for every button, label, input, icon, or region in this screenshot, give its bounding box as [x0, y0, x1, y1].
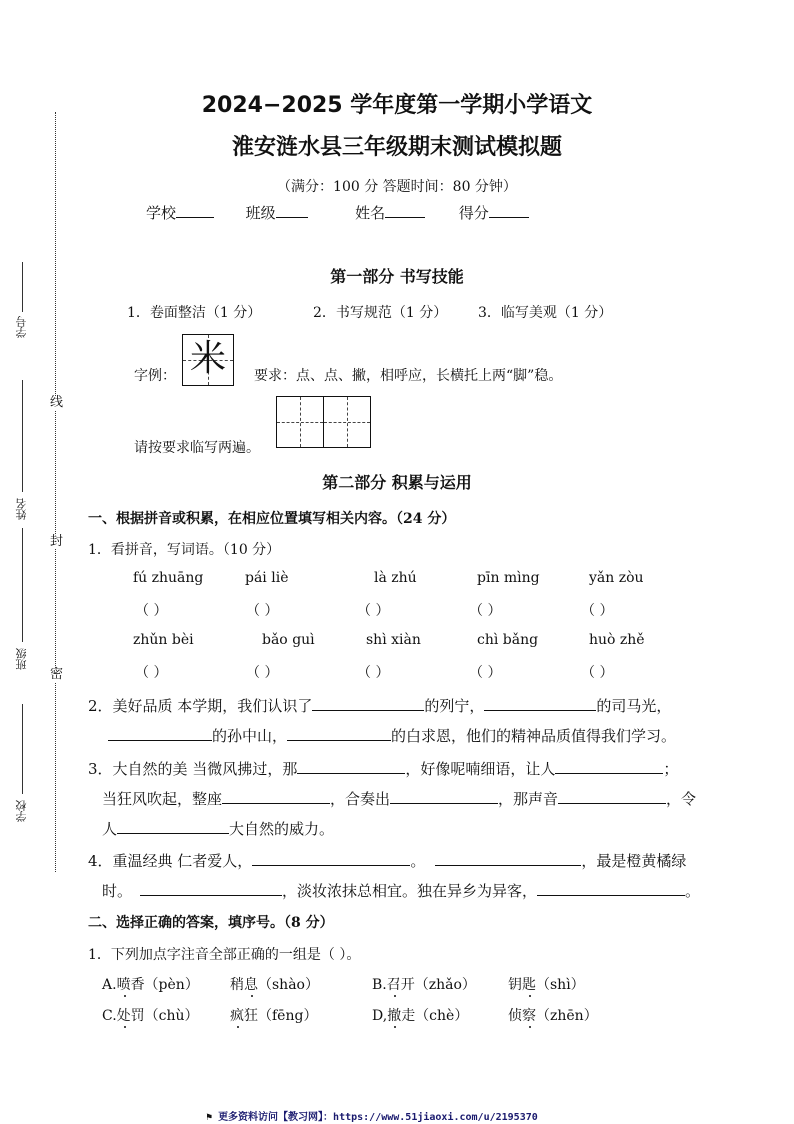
section1-heading: 一、根据拼音或积累，在相应位置填写相关内容。（24 分） — [88, 511, 456, 527]
answer-paren-1-4[interactable]: （ ） — [469, 603, 502, 619]
option-d-word-2-pre: 侦 — [508, 1008, 522, 1024]
criterion-1: 1．卷面整洁（1 分） — [127, 305, 262, 321]
q4-blank-4[interactable] — [537, 881, 685, 896]
option-b-second — [508, 974, 585, 994]
answer-paren-1-3[interactable]: （ ） — [357, 603, 390, 619]
option-b[interactable] — [372, 974, 476, 994]
example-char-box — [182, 334, 234, 386]
pinyin-1-4: pīn mìng — [477, 570, 540, 586]
pinyin-1-5: yǎn zòu — [589, 570, 644, 586]
option-c-prefix: C. — [102, 1008, 117, 1024]
answer-paren-1-2[interactable]: （ ） — [246, 603, 279, 619]
part2-title: 第二部分 积累与运用 — [322, 473, 472, 492]
flag-icon: ⚑ — [206, 1112, 213, 1123]
q4-text-d: 时。 — [102, 882, 133, 900]
side-label-name: 姓名 — [15, 498, 28, 520]
option-b-word-2-pre: 钥 — [508, 977, 522, 993]
q2-line-2 — [108, 725, 676, 746]
q1-label: 1．看拼音，写词语。（10 分） — [88, 542, 281, 558]
field-label-score: 得分 — [458, 204, 489, 222]
option-d-word-2: （zhēn） — [536, 1008, 598, 1024]
pinyin-1-3: là zhú — [374, 570, 417, 586]
answer-paren-1-5[interactable]: （ ） — [581, 603, 614, 619]
field-blank-school[interactable] — [176, 203, 214, 218]
q4-line-1 — [88, 850, 686, 871]
q2-line-1 — [88, 695, 671, 716]
seal-char-line: 线 — [50, 395, 64, 410]
q4-line-2 — [102, 880, 700, 901]
option-a-second — [230, 974, 319, 994]
q4-text-c: ，最是橙黄橘绿 — [581, 852, 687, 870]
header-fields — [146, 202, 529, 223]
field-label-name: 姓名 — [355, 204, 386, 222]
q4-blank-3[interactable] — [140, 881, 282, 896]
title-line-1: 2024−2025 学年度第一学期小学语文 — [201, 93, 593, 118]
option-b-prefix: B. — [372, 977, 387, 993]
q3-blank-5[interactable] — [558, 789, 666, 804]
option-d-prefix: D, — [372, 1008, 388, 1024]
q3-line-3 — [102, 818, 334, 839]
option-a-word-2: （shào） — [258, 977, 319, 993]
footer[interactable] — [206, 1108, 538, 1123]
option-c-second — [230, 1005, 317, 1025]
exam-meta: （满分：100 分 答题时间：80 分钟） — [277, 179, 517, 195]
option-b-dotted-char-2: 匙 — [522, 974, 536, 994]
q3-text-e: ，合奏出 — [330, 790, 391, 808]
option-c-dotted-char-2: 疯 — [230, 1005, 244, 1025]
option-b-dotted-char-1: 召 — [387, 974, 401, 994]
title-line-2: 淮安涟水县三年级期末测试模拟题 — [231, 135, 562, 160]
option-d-second — [508, 1005, 598, 1025]
q3-text-i: 大自然的威力。 — [229, 820, 335, 838]
section2-heading: 二、选择正确的答案，填序号。（8 分） — [88, 915, 334, 931]
side-label-student-id: 学号 — [15, 316, 28, 338]
field-blank-score[interactable] — [489, 203, 529, 218]
option-a-dotted-char-2: 息 — [244, 974, 258, 994]
option-b-word-1: 开（zhǎo） — [400, 977, 476, 993]
pinyin-1-1: fú zhuāng — [133, 570, 204, 586]
q3-text-d: 当狂风吹起，整座 — [102, 790, 223, 808]
q2-blank-2[interactable] — [484, 696, 596, 711]
q3-blank-6[interactable] — [117, 819, 229, 834]
footer-link[interactable]: 更多资料访问【教习网】：https://www.51jiaoxi.com/u/2195370 — [218, 1112, 538, 1123]
answer-paren-2-1[interactable]: （ ） — [135, 665, 168, 681]
option-a[interactable] — [102, 974, 199, 994]
q4-text-e: ，淡妆浓抹总相宜。独在异乡为异客， — [282, 882, 538, 900]
option-d[interactable] — [372, 1005, 468, 1025]
side-blank-class[interactable] — [22, 528, 23, 642]
option-d-dotted-char-1: 撤 — [387, 1005, 401, 1025]
q4-text-a: 4．重温经典 仁者爱人， — [88, 852, 253, 870]
option-d-dotted-char-2: 察 — [522, 1005, 536, 1025]
pinyin-2-1: zhǔn bèi — [133, 632, 194, 648]
pinyin-2-5: huò zhě — [589, 632, 645, 648]
q3-text-c: ； — [663, 760, 679, 778]
q2-blank-4[interactable] — [287, 726, 391, 741]
requirement-text: 要求：点、点、撇，相呼应，长横托上两“脚”稳。 — [254, 368, 563, 384]
field-blank-name[interactable] — [385, 203, 425, 218]
field-label-school: 学校 — [146, 204, 177, 222]
option-a-word-2-pre: 稍 — [230, 977, 244, 993]
answer-paren-1-1[interactable]: （ ） — [135, 603, 168, 619]
q3-text-g: ，令 — [666, 790, 697, 808]
side-label-school: 学校 — [15, 800, 28, 822]
part1-title: 第一部分 书写技能 — [330, 267, 464, 286]
q3-blank-1[interactable] — [297, 759, 405, 774]
q2-blank-3[interactable] — [108, 726, 212, 741]
field-blank-class[interactable] — [276, 203, 308, 218]
answer-paren-2-5[interactable]: （ ） — [581, 665, 614, 681]
q3-text-a: 3．大自然的美 当微风拂过，那 — [88, 760, 298, 778]
option-d-word-1: 走（chè） — [401, 1008, 469, 1024]
pinyin-2-4: chì bǎng — [477, 632, 539, 648]
option-c[interactable] — [102, 1005, 199, 1025]
answer-paren-2-4[interactable]: （ ） — [469, 665, 502, 681]
q2-text-e: 的白求恩，他们的精神品质值得我们学习。 — [391, 727, 677, 745]
q3-line-2 — [102, 788, 696, 809]
field-label-class: 班级 — [245, 204, 276, 222]
pinyin-1-2: pái liè — [245, 570, 289, 586]
example-label: 字例： — [134, 368, 176, 384]
q2-text-b: 的列宁， — [424, 697, 485, 715]
answer-paren-2-2[interactable]: （ ） — [246, 665, 279, 681]
seal-char-seal: 封 — [50, 534, 64, 549]
q3-blank-2[interactable] — [555, 759, 663, 774]
q3-text-f: ，那声音 — [498, 790, 559, 808]
example-char: 米 — [189, 338, 226, 379]
option-a-word-1: 香（pèn） — [130, 977, 199, 993]
criterion-3: 3．临写美观（1 分） — [478, 305, 613, 321]
q3-blank-4[interactable] — [390, 789, 498, 804]
pinyin-2-3: shì xiàn — [366, 632, 421, 648]
pinyin-2-2: bǎo guì — [262, 632, 315, 648]
q2-text-c: 的司马光， — [596, 697, 672, 715]
q3-blank-3[interactable] — [222, 789, 330, 804]
option-c-dotted-char-1: 处 — [117, 1005, 131, 1025]
option-a-dotted-char-1: 喷 — [117, 974, 131, 994]
criterion-2: 2．书写规范（1 分） — [313, 305, 448, 321]
side-blank-school[interactable] — [22, 704, 23, 794]
copy-box-2[interactable] — [323, 396, 371, 448]
q4-blank-2[interactable] — [435, 851, 581, 866]
option-c-word-1: 罚（chù） — [130, 1008, 199, 1024]
side-label-class: 班级 — [15, 648, 28, 670]
option-a-prefix: A. — [102, 977, 117, 993]
q4-text-b: 。 — [410, 852, 426, 870]
q2-text-d: 的孙中山， — [212, 727, 288, 745]
copy-instruction: 请按要求临写两遍。 — [134, 440, 260, 456]
q2-blank-1[interactable] — [312, 696, 424, 711]
q4-blank-1[interactable] — [252, 851, 410, 866]
q3-line-1 — [88, 758, 678, 779]
copy-box-1[interactable] — [276, 396, 324, 448]
seal-char-secret: 密 — [50, 667, 64, 682]
q2-text-a: 2．美好品质 本学期，我们认识了 — [88, 697, 313, 715]
option-b-word-2: （shì） — [536, 977, 585, 993]
q3-text-b: ，好像呢喃细语，让人 — [405, 760, 556, 778]
q4-text-f: 。 — [685, 882, 701, 900]
q3-text-h: 人 — [102, 820, 118, 838]
section2-q1: 1．下列加点字注音全部正确的一组是（ ）。 — [88, 947, 361, 963]
option-c-word-2: 狂（fēng） — [244, 1008, 318, 1024]
answer-paren-2-3[interactable]: （ ） — [357, 665, 390, 681]
